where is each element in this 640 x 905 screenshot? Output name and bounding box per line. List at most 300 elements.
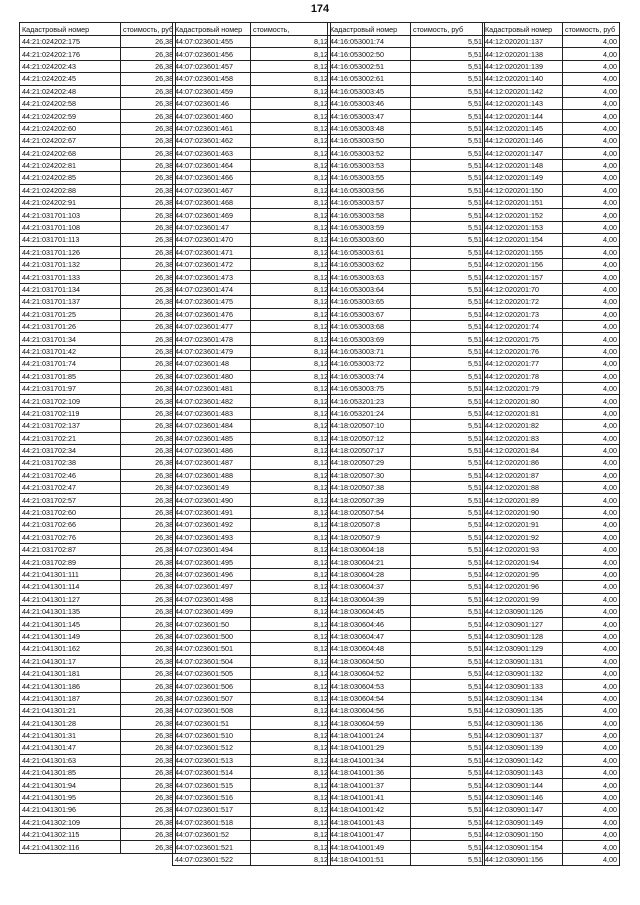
cost-cell: 8,12: [251, 742, 331, 754]
cost-cell: 8,12: [251, 618, 331, 630]
cadastral-number-cell: 44:12:020201:81: [483, 407, 563, 419]
cost-cell: 8,12: [251, 382, 331, 394]
cost-cell: 4,00: [563, 345, 620, 357]
cadastral-number-cell: 44:12:020201:84: [483, 444, 563, 456]
table-row: [20, 159, 176, 171]
cost-cell: 4,00: [563, 36, 620, 48]
cost-cell: 4,00: [563, 370, 620, 382]
cost-cell: 5,51: [411, 320, 485, 332]
cost-cell: 5,51: [411, 692, 485, 704]
cadastral-number-cell: 44:12:020201:75: [483, 333, 563, 345]
table-row: [20, 581, 176, 593]
header-cadastral-number: Кадастровый номер: [173, 23, 251, 36]
table-header-row: [20, 23, 176, 36]
table-row: [483, 308, 620, 320]
table-row: [20, 382, 176, 394]
table-row: [20, 209, 176, 221]
table-row: [328, 816, 485, 828]
table-row: [173, 804, 331, 816]
cost-cell: 26,38: [121, 816, 176, 828]
cadastral-number-cell: 44:18:020507:12: [328, 432, 411, 444]
cadastral-number-cell: 44:18:030604:47: [328, 630, 411, 642]
cost-cell: 26,38: [121, 48, 176, 60]
table-row: [483, 457, 620, 469]
cadastral-number-cell: 44:21:031702:34: [20, 444, 121, 456]
table-row: [483, 804, 620, 816]
cadastral-number-cell: 44:16:053003:60: [328, 234, 411, 246]
cadastral-number-cell: 44:21:031701:126: [20, 246, 121, 258]
cadastral-number-cell: 44:12:020201:139: [483, 60, 563, 72]
table-row: [173, 593, 331, 605]
cost-cell: 26,38: [121, 655, 176, 667]
cost-cell: 5,51: [411, 48, 485, 60]
cadastral-number-cell: 44:18:020507:39: [328, 494, 411, 506]
cost-cell: 8,12: [251, 172, 331, 184]
cost-cell: 8,12: [251, 457, 331, 469]
cadastral-number-cell: 44:12:020201:87: [483, 469, 563, 481]
table-row: [483, 135, 620, 147]
cost-cell: 8,12: [251, 692, 331, 704]
cadastral-number-cell: 44:18:030604:18: [328, 544, 411, 556]
cost-cell: 4,00: [563, 767, 620, 779]
table-row: [483, 444, 620, 456]
cost-cell: 4,00: [563, 395, 620, 407]
table-row: [20, 618, 176, 630]
cadastral-number-cell: 44:21:024202:91: [20, 197, 121, 209]
cadastral-number-cell: 44:16:053003:69: [328, 333, 411, 345]
cadastral-number-cell: 44:16:053201:23: [328, 395, 411, 407]
cadastral-number-cell: 44:16:053003:45: [328, 85, 411, 97]
cost-table: [327, 22, 485, 866]
cost-cell: 5,51: [411, 853, 485, 865]
cost-cell: 8,12: [251, 60, 331, 72]
cadastral-number-cell: 44:07:023601:494: [173, 544, 251, 556]
table-row: [328, 172, 485, 184]
cost-cell: 26,38: [121, 60, 176, 72]
cost-cell: 8,12: [251, 395, 331, 407]
cost-cell: 26,38: [121, 308, 176, 320]
cost-cell: 26,38: [121, 172, 176, 184]
table-row: [328, 432, 485, 444]
cadastral-number-cell: 44:18:041001:29: [328, 742, 411, 754]
cadastral-number-cell: 44:18:041001:47: [328, 829, 411, 841]
cost-cell: 8,12: [251, 221, 331, 233]
cost-cell: 4,00: [563, 48, 620, 60]
table-row: [20, 705, 176, 717]
cost-cell: 4,00: [563, 618, 620, 630]
cost-table: [482, 22, 620, 866]
table-row: [20, 717, 176, 729]
cost-cell: 8,12: [251, 259, 331, 271]
cost-cell: 4,00: [563, 544, 620, 556]
cost-cell: 5,51: [411, 147, 485, 159]
cost-cell: 4,00: [563, 296, 620, 308]
cadastral-number-cell: 44:07:023601:506: [173, 680, 251, 692]
cost-cell: 26,38: [121, 742, 176, 754]
cadastral-number-cell: 44:21:041301:149: [20, 630, 121, 642]
table-row: [20, 135, 176, 147]
cadastral-number-cell: 44:21:031701:74: [20, 358, 121, 370]
cadastral-number-cell: 44:12:020201:90: [483, 506, 563, 518]
cost-cell: 5,51: [411, 482, 485, 494]
cadastral-number-cell: 44:18:030604:52: [328, 667, 411, 679]
table-row: [20, 48, 176, 60]
cost-cell: 8,12: [251, 407, 331, 419]
cost-cell: 26,38: [121, 804, 176, 816]
table-row: [483, 717, 620, 729]
table-row: [483, 519, 620, 531]
cost-cell: 26,38: [121, 506, 176, 518]
cost-cell: 26,38: [121, 841, 176, 853]
cadastral-table-2: [172, 22, 331, 866]
table-row: [173, 246, 331, 258]
table-row: [483, 73, 620, 85]
table-row: [20, 667, 176, 679]
cost-cell: 5,51: [411, 36, 485, 48]
cost-cell: 5,51: [411, 618, 485, 630]
cadastral-number-cell: 44:16:053003:63: [328, 271, 411, 283]
table-row: [328, 692, 485, 704]
table-row: [20, 296, 176, 308]
cost-cell: 4,00: [563, 135, 620, 147]
table-row: [328, 581, 485, 593]
cost-cell: 4,00: [563, 432, 620, 444]
cadastral-number-cell: 44:21:031702:119: [20, 407, 121, 419]
cadastral-number-cell: 44:16:053001:74: [328, 36, 411, 48]
table-row: [483, 271, 620, 283]
cost-cell: 26,38: [121, 482, 176, 494]
table-row: [328, 680, 485, 692]
cadastral-number-cell: 44:07:023601:457: [173, 60, 251, 72]
table-row: [328, 36, 485, 48]
cost-cell: 4,00: [563, 308, 620, 320]
cost-cell: 8,12: [251, 209, 331, 221]
cadastral-number-cell: 44:16:053003:67: [328, 308, 411, 320]
cost-cell: 5,51: [411, 345, 485, 357]
cadastral-number-cell: 44:21:041301:127: [20, 593, 121, 605]
cadastral-number-cell: 44:12:020201:149: [483, 172, 563, 184]
cadastral-number-cell: 44:12:030901:135: [483, 705, 563, 717]
cost-cell: 26,38: [121, 420, 176, 432]
cost-cell: 5,51: [411, 122, 485, 134]
cost-cell: 8,12: [251, 853, 331, 865]
table-row: [328, 457, 485, 469]
cadastral-number-cell: 44:07:023601:477: [173, 320, 251, 332]
cost-cell: 8,12: [251, 135, 331, 147]
table-row: [20, 841, 176, 853]
cadastral-number-cell: 44:07:023601:522: [173, 853, 251, 865]
cost-cell: 5,51: [411, 791, 485, 803]
cost-cell: 4,00: [563, 147, 620, 159]
cost-cell: 8,12: [251, 544, 331, 556]
cost-cell: 4,00: [563, 333, 620, 345]
table-row: [483, 358, 620, 370]
cost-cell: 5,51: [411, 234, 485, 246]
cadastral-number-cell: 44:16:053003:64: [328, 283, 411, 295]
cadastral-number-cell: 44:21:031702:38: [20, 457, 121, 469]
cadastral-number-cell: 44:21:041301:28: [20, 717, 121, 729]
cadastral-number-cell: 44:12:030901:142: [483, 754, 563, 766]
cadastral-number-cell: 44:21:024202:45: [20, 73, 121, 85]
cost-cell: 4,00: [563, 506, 620, 518]
table-row: [20, 333, 176, 345]
cost-cell: 8,12: [251, 593, 331, 605]
table-row: [328, 630, 485, 642]
cadastral-number-cell: 44:12:030901:136: [483, 717, 563, 729]
cadastral-number-cell: 44:21:031701:103: [20, 209, 121, 221]
cost-cell: 26,38: [121, 469, 176, 481]
cost-cell: 4,00: [563, 73, 620, 85]
table-row: [483, 705, 620, 717]
cadastral-number-cell: 44:18:030604:54: [328, 692, 411, 704]
table-row: [20, 197, 176, 209]
cadastral-table-4: [482, 22, 620, 866]
table-row: [483, 110, 620, 122]
cadastral-number-cell: 44:18:020507:10: [328, 420, 411, 432]
table-row: [483, 853, 620, 865]
cost-cell: 8,12: [251, 358, 331, 370]
cost-cell: 4,00: [563, 705, 620, 717]
table-row: [20, 221, 176, 233]
table-row: [483, 333, 620, 345]
cost-cell: 26,38: [121, 135, 176, 147]
cost-cell: 5,51: [411, 469, 485, 481]
table-row: [173, 234, 331, 246]
table-row: [173, 197, 331, 209]
cadastral-number-cell: 44:21:031701:42: [20, 345, 121, 357]
cadastral-number-cell: 44:21:024202:58: [20, 97, 121, 109]
cadastral-number-cell: 44:12:030901:147: [483, 804, 563, 816]
cost-cell: 5,51: [411, 568, 485, 580]
table-row: [328, 593, 485, 605]
table-row: [173, 159, 331, 171]
cost-cell: 26,38: [121, 630, 176, 642]
cadastral-number-cell: 44:07:023601:481: [173, 382, 251, 394]
table-row: [173, 308, 331, 320]
table-row: [173, 457, 331, 469]
cadastral-number-cell: 44:12:020201:138: [483, 48, 563, 60]
cost-cell: 5,51: [411, 829, 485, 841]
table-row: [328, 519, 485, 531]
table-row: [173, 829, 331, 841]
cadastral-number-cell: 44:18:030604:48: [328, 643, 411, 655]
cadastral-number-cell: 44:12:020201:154: [483, 234, 563, 246]
table-row: [483, 618, 620, 630]
cadastral-number-cell: 44:21:041301:31: [20, 729, 121, 741]
cost-cell: 26,38: [121, 457, 176, 469]
table-row: [483, 184, 620, 196]
table-row: [173, 382, 331, 394]
table-row: [20, 97, 176, 109]
cadastral-number-cell: 44:07:023601:468: [173, 197, 251, 209]
cadastral-number-cell: 44:21:024202:48: [20, 85, 121, 97]
table-row: [173, 60, 331, 72]
cost-cell: 5,51: [411, 308, 485, 320]
cadastral-number-cell: 44:07:023601:501: [173, 643, 251, 655]
cost-cell: 26,38: [121, 680, 176, 692]
cadastral-number-cell: 44:07:023601:483: [173, 407, 251, 419]
cadastral-number-cell: 44:16:053003:52: [328, 147, 411, 159]
cost-cell: 8,12: [251, 519, 331, 531]
cadastral-number-cell: 44:16:053003:58: [328, 209, 411, 221]
table-row: [173, 729, 331, 741]
cost-cell: 5,51: [411, 779, 485, 791]
cadastral-number-cell: 44:07:023601:493: [173, 531, 251, 543]
cadastral-number-cell: 44:12:020201:70: [483, 283, 563, 295]
table-header-row: [328, 23, 485, 36]
table-row: [20, 568, 176, 580]
cadastral-number-cell: 44:18:030604:45: [328, 605, 411, 617]
cadastral-number-cell: 44:07:023601:49: [173, 482, 251, 494]
cost-cell: 26,38: [121, 395, 176, 407]
cadastral-number-cell: 44:16:053003:53: [328, 159, 411, 171]
cadastral-table-3: [327, 22, 485, 866]
cadastral-number-cell: 44:07:023601:508: [173, 705, 251, 717]
table-row: [328, 259, 485, 271]
cost-cell: 26,38: [121, 184, 176, 196]
cadastral-number-cell: 44:07:023601:518: [173, 816, 251, 828]
cadastral-number-cell: 44:18:020507:29: [328, 457, 411, 469]
cadastral-number-cell: 44:18:030604:59: [328, 717, 411, 729]
table-row: [20, 122, 176, 134]
cadastral-number-cell: 44:21:041301:17: [20, 655, 121, 667]
cadastral-number-cell: 44:07:023601:478: [173, 333, 251, 345]
table-row: [328, 234, 485, 246]
header-cost: стоимость, руб: [411, 23, 485, 36]
table-row: [20, 779, 176, 791]
cadastral-number-cell: 44:18:041001:49: [328, 841, 411, 853]
table-row: [483, 767, 620, 779]
cadastral-number-cell: 44:12:030901:144: [483, 779, 563, 791]
cost-cell: 4,00: [563, 271, 620, 283]
cost-cell: 26,38: [121, 444, 176, 456]
cadastral-number-cell: 44:16:053003:47: [328, 110, 411, 122]
cost-cell: 5,51: [411, 767, 485, 779]
cadastral-number-cell: 44:12:020201:153: [483, 221, 563, 233]
cost-cell: 8,12: [251, 122, 331, 134]
cost-cell: 8,12: [251, 556, 331, 568]
cadastral-number-cell: 44:12:020201:83: [483, 432, 563, 444]
table-row: [328, 742, 485, 754]
cost-cell: 8,12: [251, 506, 331, 518]
cadastral-number-cell: 44:16:053002:51: [328, 60, 411, 72]
table-row: [483, 506, 620, 518]
table-row: [20, 407, 176, 419]
cost-cell: 4,00: [563, 593, 620, 605]
cost-cell: 5,51: [411, 754, 485, 766]
cost-cell: 5,51: [411, 221, 485, 233]
cost-cell: 8,12: [251, 147, 331, 159]
table-row: [328, 221, 485, 233]
cost-cell: 26,38: [121, 147, 176, 159]
cost-cell: 5,51: [411, 519, 485, 531]
cadastral-number-cell: 44:07:023601:46: [173, 97, 251, 109]
cost-cell: 26,38: [121, 110, 176, 122]
cadastral-number-cell: 44:18:041001:43: [328, 816, 411, 828]
cadastral-number-cell: 44:12:020201:143: [483, 97, 563, 109]
cost-cell: 4,00: [563, 469, 620, 481]
cost-cell: 5,51: [411, 85, 485, 97]
cost-cell: 5,51: [411, 494, 485, 506]
cost-cell: 8,12: [251, 469, 331, 481]
cost-cell: 5,51: [411, 804, 485, 816]
cost-cell: 4,00: [563, 643, 620, 655]
table-row: [173, 296, 331, 308]
cadastral-number-cell: 44:07:023601:472: [173, 259, 251, 271]
cadastral-number-cell: 44:21:031701:113: [20, 234, 121, 246]
table-row: [328, 655, 485, 667]
table-row: [173, 370, 331, 382]
cost-cell: 4,00: [563, 494, 620, 506]
table-row: [328, 85, 485, 97]
cadastral-number-cell: 44:21:031702:21: [20, 432, 121, 444]
cost-cell: 5,51: [411, 135, 485, 147]
cadastral-number-cell: 44:07:023601:473: [173, 271, 251, 283]
cadastral-number-cell: 44:21:041301:181: [20, 667, 121, 679]
cadastral-number-cell: 44:18:041001:34: [328, 754, 411, 766]
header-cost: стоимость, руб: [563, 23, 620, 36]
cadastral-number-cell: 44:07:023601:495: [173, 556, 251, 568]
cadastral-number-cell: 44:21:041301:63: [20, 754, 121, 766]
cadastral-number-cell: 44:07:023601:486: [173, 444, 251, 456]
cadastral-number-cell: 44:07:023601:505: [173, 667, 251, 679]
table-row: [173, 110, 331, 122]
table-row: [328, 544, 485, 556]
table-row: [173, 605, 331, 617]
table-row: [173, 85, 331, 97]
cost-cell: 26,38: [121, 556, 176, 568]
table-row: [173, 618, 331, 630]
cost-cell: 8,12: [251, 36, 331, 48]
table-row: [328, 407, 485, 419]
cost-cell: 8,12: [251, 605, 331, 617]
table-row: [20, 680, 176, 692]
cost-cell: 4,00: [563, 655, 620, 667]
table-row: [328, 122, 485, 134]
table-row: [483, 432, 620, 444]
cost-cell: 5,51: [411, 544, 485, 556]
cost-cell: 4,00: [563, 605, 620, 617]
table-row: [173, 556, 331, 568]
cost-cell: 5,51: [411, 556, 485, 568]
cadastral-number-cell: 44:12:020201:155: [483, 246, 563, 258]
cadastral-number-cell: 44:21:041301:135: [20, 605, 121, 617]
cadastral-number-cell: 44:21:031702:137: [20, 420, 121, 432]
table-row: [173, 432, 331, 444]
cadastral-number-cell: 44:21:031702:109: [20, 395, 121, 407]
table-row: [20, 308, 176, 320]
cadastral-number-cell: 44:18:020507:8: [328, 519, 411, 531]
cost-cell: 5,51: [411, 444, 485, 456]
cadastral-number-cell: 44:12:020201:147: [483, 147, 563, 159]
cadastral-number-cell: 44:07:023601:507: [173, 692, 251, 704]
cost-cell: 26,38: [121, 221, 176, 233]
cost-cell: 26,38: [121, 605, 176, 617]
cadastral-number-cell: 44:21:031702:66: [20, 519, 121, 531]
cadastral-number-cell: 44:16:053201:24: [328, 407, 411, 419]
cost-cell: 8,12: [251, 494, 331, 506]
table-header-row: [173, 23, 331, 36]
table-row: [328, 506, 485, 518]
cadastral-number-cell: 44:21:041301:21: [20, 705, 121, 717]
table-row: [173, 494, 331, 506]
table-row: [20, 482, 176, 494]
cadastral-number-cell: 44:07:023601:47: [173, 221, 251, 233]
cost-cell: 8,12: [251, 234, 331, 246]
cadastral-number-cell: 44:12:030901:137: [483, 729, 563, 741]
table-row: [173, 519, 331, 531]
cost-cell: 26,38: [121, 283, 176, 295]
